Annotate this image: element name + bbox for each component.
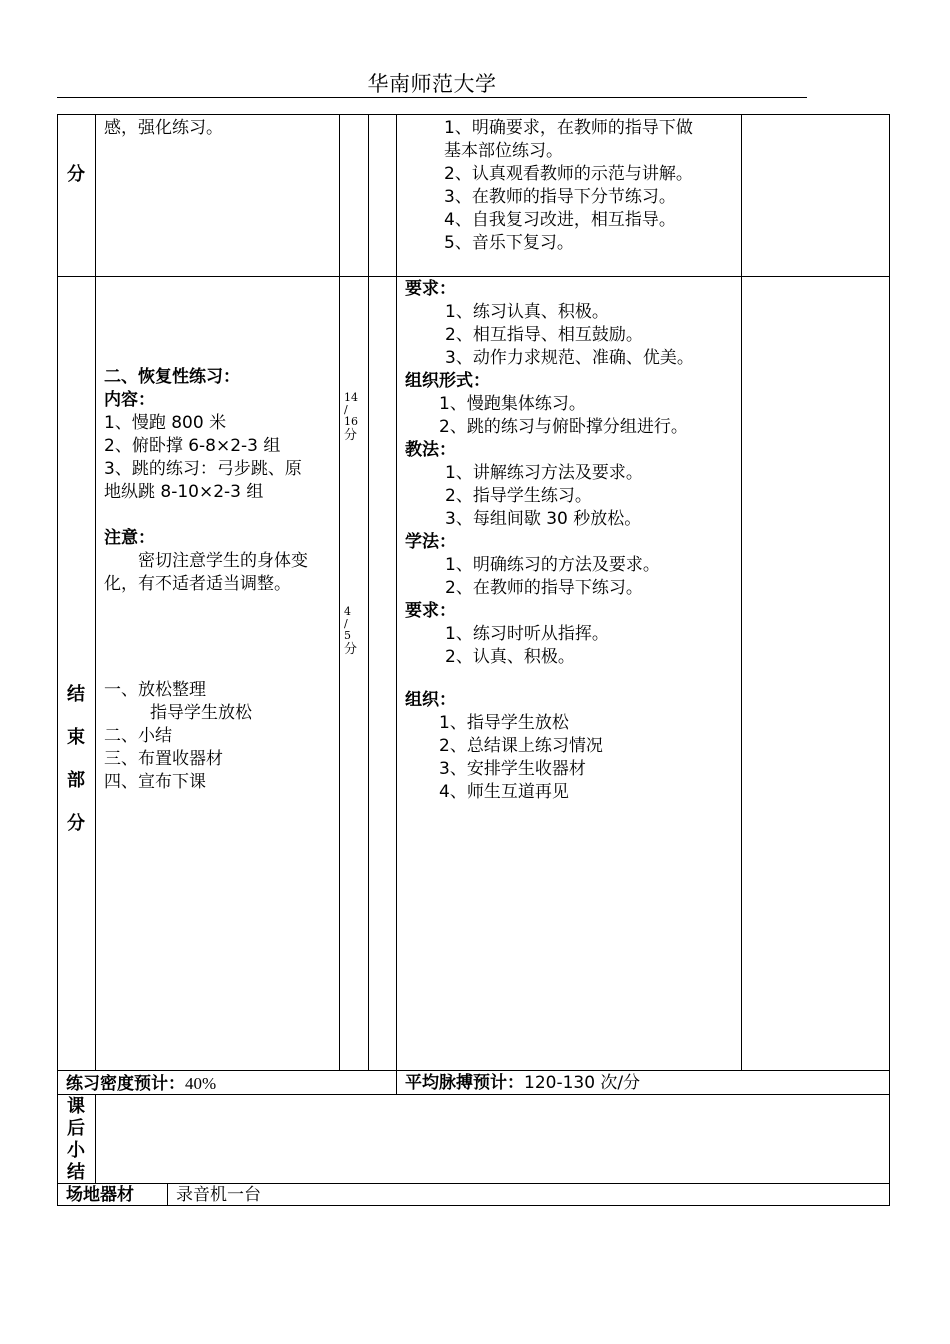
equipment-value: 录音机一台 xyxy=(176,1185,261,1205)
equipment-divider xyxy=(167,1183,168,1206)
org2-item: 2、总结课上练习情况 xyxy=(439,736,603,756)
org2-heading: 组织： xyxy=(405,690,456,710)
time-part: 16 xyxy=(344,415,358,428)
requirements2-heading: 要求： xyxy=(405,601,456,621)
summary-label xyxy=(57,1096,95,1184)
row-divider-1 xyxy=(57,276,890,277)
org2-item: 1、指导学生放松 xyxy=(439,713,569,733)
row-divider-2 xyxy=(57,1070,890,1071)
time-part: 分 xyxy=(344,642,358,657)
requirements-heading: 要求： xyxy=(405,279,456,299)
organization-item: 1、慢跑集体练习。 xyxy=(439,394,586,414)
method-line: 3、在教师的指导下分节练习。 xyxy=(444,187,676,207)
time-part: / xyxy=(344,617,348,630)
equipment-label: 场地器材 xyxy=(66,1185,134,1205)
time-part: 分 xyxy=(344,428,358,443)
top-content-line: 感，强化练习。 xyxy=(104,118,223,138)
teaching-item: 1、讲解练习方法及要求。 xyxy=(445,463,643,483)
pulse-value: 120-130 次/分 xyxy=(524,1073,641,1093)
density-label: 练习密度预计： xyxy=(66,1074,185,1094)
col-divider-3 xyxy=(368,114,369,1070)
note-line: 密切注意学生的身体变 xyxy=(138,551,308,571)
pulse-row xyxy=(405,1072,640,1095)
label-char: 束 xyxy=(67,727,85,748)
content-heading: 内容： xyxy=(104,390,155,410)
organization-heading: 组织形式： xyxy=(405,371,490,391)
section-label-end xyxy=(57,673,95,845)
top-method xyxy=(444,117,693,255)
learning-heading: 学法： xyxy=(405,532,456,552)
col-divider-2 xyxy=(339,114,340,1070)
time-part: 5 xyxy=(344,629,351,642)
col-divider-5 xyxy=(741,114,742,1070)
method-line: 1、明确要求，在教师的指导下做 xyxy=(444,118,693,138)
note-line: 化，有不适者适当调整。 xyxy=(104,574,291,594)
label-char: 小 xyxy=(67,1140,85,1161)
closing-item: 一、放松整理 xyxy=(104,680,206,700)
closing-content xyxy=(104,679,252,794)
note-heading: 注意： xyxy=(104,528,155,548)
label-char: 后 xyxy=(67,1118,85,1139)
requirement-item: 2、相互指导、相互鼓励。 xyxy=(445,325,643,345)
recovery-heading: 二、恢复性练习： xyxy=(104,367,240,387)
time-part: 4 xyxy=(344,605,351,618)
content-item: 2、俯卧撑 6-8×2-3 组 xyxy=(104,436,281,456)
closing-item: 指导学生放松 xyxy=(150,703,252,723)
organization-item: 2、跳的练习与俯卧撑分组进行。 xyxy=(439,417,688,437)
label-char: 部 xyxy=(67,770,85,791)
header-divider xyxy=(57,97,807,98)
col-divider-1 xyxy=(95,114,96,1070)
time-recovery xyxy=(344,392,364,444)
time-part: / xyxy=(344,403,348,416)
requirement-item: 1、练习认真、积极。 xyxy=(445,302,609,322)
label-char: 课 xyxy=(67,1096,85,1117)
teaching-heading: 教法： xyxy=(405,440,456,460)
method-column xyxy=(405,278,694,804)
method-line: 5、音乐下复习。 xyxy=(444,233,574,253)
method-line: 2、认真观看教师的示范与讲解。 xyxy=(444,164,693,184)
org2-item: 4、师生互道再见 xyxy=(439,782,569,802)
content-item: 地纵跳 8-10×2-3 组 xyxy=(104,482,264,502)
learning-item: 2、在教师的指导下练习。 xyxy=(445,578,643,598)
method-line: 基本部位练习。 xyxy=(444,141,563,161)
label-char: 结 xyxy=(67,684,85,705)
label-char: 分 xyxy=(67,813,85,834)
requirement2-item: 1、练习时听从指挥。 xyxy=(445,624,609,644)
teaching-item: 2、指导学生练习。 xyxy=(445,486,592,506)
teaching-item: 3、每组间歇 30 秒放松。 xyxy=(445,509,642,529)
label-char: 结 xyxy=(67,1162,85,1183)
requirement2-item: 2、认真、积极。 xyxy=(445,647,575,667)
col-divider-4 xyxy=(396,114,397,1094)
closing-item: 三、布置收器材 xyxy=(104,749,223,769)
summary-divider xyxy=(95,1094,96,1183)
learning-item: 1、明确练习的方法及要求。 xyxy=(445,555,660,575)
density-value: 40% xyxy=(185,1074,217,1093)
density-row xyxy=(66,1072,216,1096)
requirement-item: 3、动作力求规范、准确、优美。 xyxy=(445,348,694,368)
content-item: 3、跳的练习：弓步跳、原 xyxy=(104,459,302,479)
page-title: 华南师范大学 xyxy=(367,72,497,96)
closing-item: 二、小结 xyxy=(104,726,172,746)
top-content xyxy=(104,117,223,140)
pulse-label: 平均脉搏预计： xyxy=(405,1073,524,1093)
time-part: 14 xyxy=(344,391,358,404)
content-item: 1、慢跑 800 米 xyxy=(104,413,227,433)
method-line: 4、自我复习改进，相互指导。 xyxy=(444,210,676,230)
closing-item: 四、宣布下课 xyxy=(104,772,206,792)
time-closing xyxy=(344,606,364,658)
org2-item: 3、安排学生收器材 xyxy=(439,759,586,779)
recovery-content xyxy=(104,366,308,596)
section-label-top: 分 xyxy=(67,164,85,185)
